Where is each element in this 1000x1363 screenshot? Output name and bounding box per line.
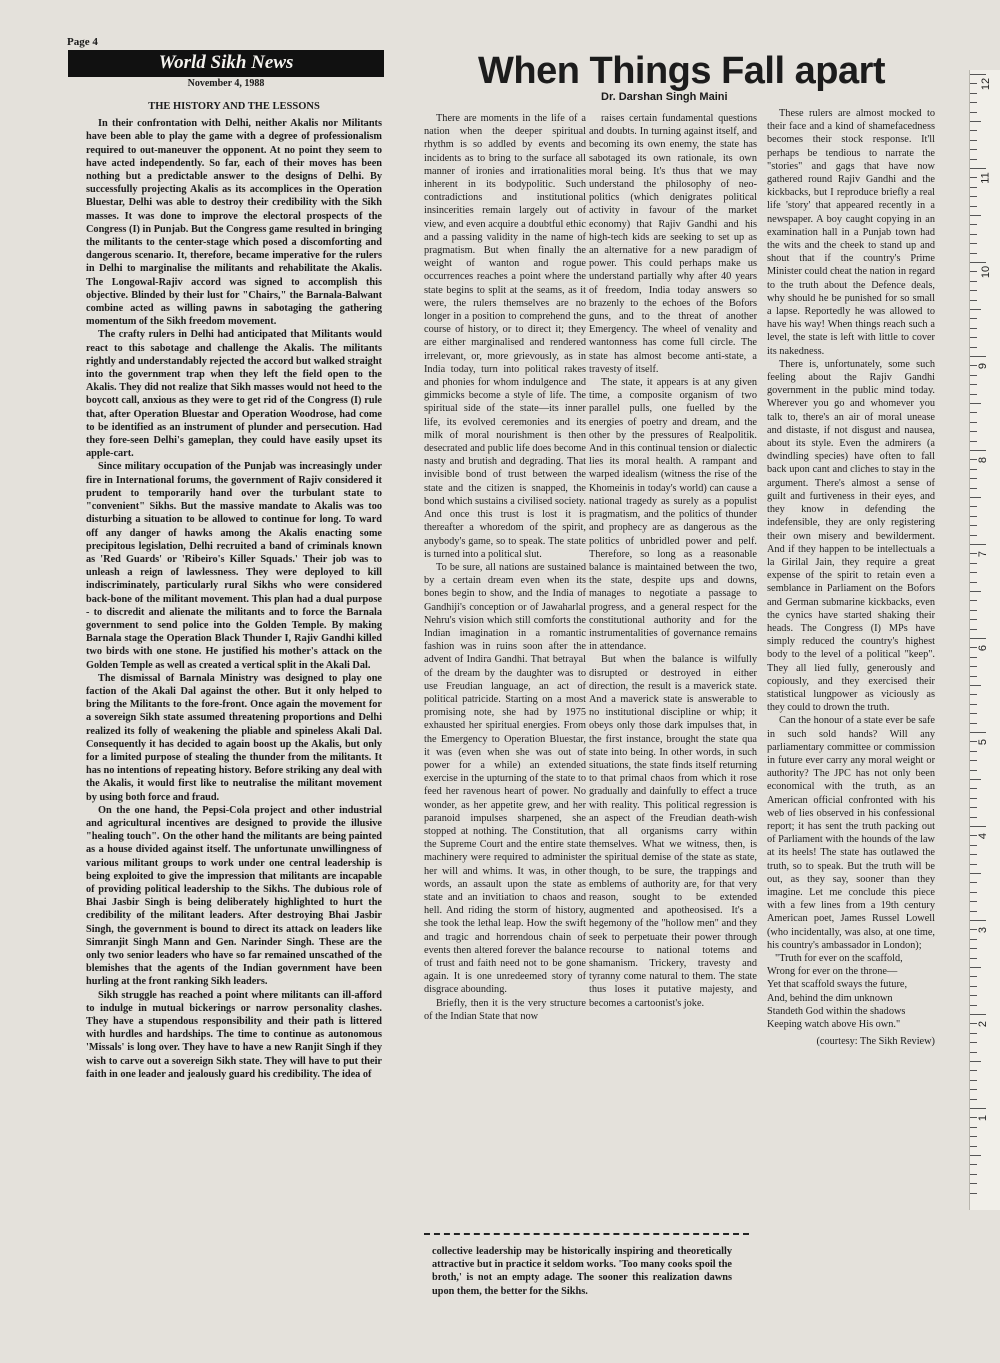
ruler-tick bbox=[970, 365, 977, 366]
ruler-tick bbox=[970, 760, 977, 761]
ruler-tick bbox=[970, 1174, 977, 1175]
ruler-tick bbox=[970, 394, 977, 395]
history-paragraph: The dismissal of Barnala Ministry was designed to play one faction of the Akali Dal against the other. But it only helped to bring the Militants to the fore-front. Once again the movement for a sovereign Sikh state assumed threatening proportions and Delhi realized its folly of weakening the pliable and spineless Akali Dal. Consequently it has decided to again boost up the Akalis, but only for a limited purpose of stealing the thunder from the militants. It has no intentions of repeating history. Before striking any deal with the Akalis, it would first like to neutralise the militant movement by using both force and fraud. bbox=[86, 672, 382, 803]
ruler-number: 10 bbox=[980, 265, 993, 279]
ruler-tick bbox=[970, 1052, 977, 1053]
ruler-tick bbox=[970, 723, 977, 724]
ruler-number: 8 bbox=[977, 456, 990, 464]
ruler-tick bbox=[970, 431, 977, 432]
ruler-tick bbox=[970, 1164, 977, 1165]
ruler-tick bbox=[970, 600, 977, 601]
ruler-tick bbox=[970, 1070, 977, 1071]
ruler-tick bbox=[970, 347, 977, 348]
ruler-tick bbox=[970, 826, 986, 827]
ruler-tick bbox=[970, 1136, 977, 1137]
ruler-tick bbox=[970, 948, 977, 949]
ruler-tick bbox=[970, 939, 977, 940]
ruler-tick bbox=[970, 159, 977, 160]
ruler-tick bbox=[970, 234, 977, 235]
ruler-tick bbox=[970, 732, 986, 733]
ruler-tick bbox=[970, 920, 986, 921]
ruler-tick bbox=[970, 206, 977, 207]
ruler-number: 11 bbox=[979, 172, 992, 184]
essay-paragraph: These rulers are almost mocked to their face and a kind of shamefacedness becomes their stock response. It'll perhaps be tendious to narrate the "stories" and gags that have now gathered round Rajiv Gandhi and the kickbacks, but I reproduce briefly a real life 'story' that appeared recently in a newspaper. A boy caught copying in an examination hall in a Punjab town had the wits and the cheek to stand up and shout that if the country's Prime Minister could cheat the nation in regard to the truth about the Defence deals, why should he be punished for so small a lapse. Reportedly he was allowed to have his way! When things reach such a level, the state is left with little to cover its nakedness. bbox=[767, 108, 935, 357]
ruler-tick bbox=[970, 657, 977, 658]
ruler-tick bbox=[970, 224, 977, 225]
ruler-tick bbox=[970, 845, 977, 846]
ruler-number: 2 bbox=[977, 1020, 990, 1028]
history-closing: collective leadership may be historically inspiring and theoretically attractive but in practice it seldom works. 'Too many cooks spoil the broth,' is not an empty adage. The sooner this realization dawns upon them, the better for the Sikhs. bbox=[432, 1246, 732, 1297]
history-paragraph: The crafty rulers in Delhi had anticipated that Militants would react to this sabotage and challenge the Akalis. The militants rightly and understandably rejected the accord but walked straight into the government trap when they left the field open to the Akalis. They did not realize that Sikh masses would not heed to the boycott call, anxious as they were to get rid of the Congress (I) rule that, after Operation Bluestar and Operation Woodrose, had come to be identified as an instrument of plunder and persecution. Had they fore-seen Delhi's gameplan, they could have easily upset its apple-cart. bbox=[86, 329, 382, 460]
ruler-tick bbox=[970, 478, 977, 479]
ruler-tick bbox=[970, 685, 981, 686]
poem-line: Wrong for ever on the throne— bbox=[767, 966, 898, 978]
poem-quote bbox=[767, 952, 935, 1031]
ruler-tick bbox=[970, 384, 977, 385]
ruler-tick bbox=[970, 591, 981, 592]
essay-paragraph: Briefly, then it is the very structure of the Indian State that now bbox=[424, 997, 586, 1022]
ruler-tick bbox=[970, 1117, 977, 1118]
ruler-tick bbox=[970, 911, 977, 912]
ruler-tick bbox=[970, 1108, 986, 1109]
ruler-tick bbox=[970, 318, 977, 319]
essay-paragraph: But when the balance is wilfully disrupted or destroyed in either direction, the result is a maverick state. And a maverick state is answerable to no institutional discipline or whip; it obeys only those dark impulses that, in the first instance, brought the state qua state into being. In other words, in such situations, the state finds itself returning to that primal chaos from which it rose gradually and dainfully to effect a truce with reality. This political regression is an aspect of the Freudian death-wish that all organisms carry within themselves. What we witness, then, is the spiritual demise of the state as state, though, to be sure, the trappings and emblems of authority are, for that very reason, sought to be extended augmented and apotheosised. It's a hegemony of the "hollow men" and they seek to perpetuate their power through recourse to national totems and shamanism. Trickery, travesty and tyranny come natural to them. The state thus loses it putative majesty, and becomes a cartoonist's joke. bbox=[589, 654, 757, 1009]
ruler-tick bbox=[970, 441, 977, 442]
ruler-tick bbox=[970, 901, 977, 902]
ruler-tick bbox=[970, 638, 986, 639]
ruler bbox=[969, 70, 1000, 1210]
ruler-tick bbox=[970, 469, 977, 470]
ruler-tick bbox=[970, 619, 977, 620]
ruler-tick bbox=[970, 572, 977, 573]
ruler-tick bbox=[970, 74, 986, 75]
ruler-tick bbox=[970, 629, 977, 630]
ruler-tick bbox=[970, 102, 977, 103]
ruler-tick bbox=[970, 854, 977, 855]
ruler-tick bbox=[970, 1099, 977, 1100]
ruler-tick bbox=[970, 958, 977, 959]
ruler-tick bbox=[970, 309, 981, 310]
ruler-tick bbox=[970, 582, 977, 583]
ruler-tick bbox=[970, 112, 977, 113]
ruler-tick bbox=[970, 488, 977, 489]
ruler-tick bbox=[970, 525, 977, 526]
essay-paragraph: The state, it appears is at any given time, a composite organism of two parallel pulls, one fuelled by the energies of poetry and dream, and the other by the pressures of Realpolitik. And in this continual tension or dialectic lies its moral health. A rampant and warped idealism (witness the rise of the Khomeinis in today's world) can cause a national tragedy as surely as a populist pragmatism, and the politics of thunder and prophecy are as dangerous as the politics of unbridled power and pelf. Therefore, so long as a reasonable balance is maintained between the two, the state, despite ups and downs, manages to negotiate a passage to progress, and a general respect for the constitutional authority and for the instrumentalities of governance remains in attendance. bbox=[589, 377, 757, 653]
ruler-tick bbox=[970, 741, 977, 742]
poem-line: Standeth God within the shadows bbox=[767, 1005, 906, 1017]
ruler-number: 3 bbox=[977, 926, 990, 934]
ruler-tick bbox=[970, 516, 977, 517]
ruler-tick bbox=[970, 666, 977, 667]
ruler-tick bbox=[970, 751, 977, 752]
ruler-tick bbox=[970, 300, 977, 301]
ruler-number: 7 bbox=[977, 550, 990, 558]
ruler-number: 9 bbox=[977, 362, 990, 370]
ruler-tick bbox=[970, 93, 977, 94]
page-number: Page 4 bbox=[67, 36, 98, 48]
ruler-tick bbox=[970, 497, 981, 498]
ruler-tick bbox=[970, 506, 977, 507]
ruler-tick bbox=[970, 1146, 977, 1147]
essay-column-1 bbox=[424, 112, 586, 1226]
article-byline: Dr. Darshan Singh Maini bbox=[601, 91, 728, 103]
ruler-tick bbox=[970, 929, 977, 930]
ruler-tick bbox=[970, 1033, 977, 1034]
ruler-tick bbox=[970, 535, 977, 536]
ruler-number: 12 bbox=[980, 77, 993, 91]
ruler-tick bbox=[970, 647, 977, 648]
ruler-tick bbox=[970, 610, 977, 611]
ruler-tick bbox=[970, 281, 977, 282]
history-paragraph: In their confrontation with Delhi, neither Akalis nor Militants have been able to play the game with a degree of professionalism required to out-maneuver the opponent. At no point they seem to have acted independently. So far, each of their moves has been nothing but a predictable answer to the designs of Delhi. By successfully projecting Akalis as its accomplices in the Operation Bluestar, Delhi was able to destroy their credibility with the Sikh masses. It was done to improve the electoral prospects of the Congress (I) in Punjab. But the Congress game resulted in bringing the militants to the center-stage which posed a discomforting and dangerous scenario. It, therefore, became imperative for the rulers in Delhi to marginalise the militants and rehabilitate the Akalis. The Longowal-Rajiv accord was signed to accomplish this objective. Blinded by their lust for "Chairs," the Barnala-Balwant combine acted as willing pawns in sabotaging the gathering momentum of the Sikh freedom movement. bbox=[86, 118, 382, 328]
ruler-tick bbox=[970, 262, 986, 263]
ruler-tick bbox=[970, 459, 977, 460]
ruler-tick bbox=[970, 553, 977, 554]
history-title: THE HISTORY AND THE LESSONS bbox=[148, 101, 320, 112]
essay-paragraph: There is, unfortunately, some such feeling about the Rajiv Gandhi government in the public mind today. Wherever you go and whomever you talk to, there's an air of moral unease and distaste, if not disgust and nausea, about its style. Even the admirers (a dwindling species) have often to fall back upon cant and cliches to stay in the argument. There's almost a sense of guilt and furtiveness in their eyes, and they know in defending the indefensible, they are only registering their own misery and bewilderment. And if they happen to be intellectuals a la Girilal Jain, they require a great expense of the spirit to retain even a semblance in Parliament on the Bofors and German submarine kickbacks, even the cynics have started shaking their heads. The Congress (I) MPs have simply reduced the country's highest body to the level of a political "keep". They all lied fully, generously and copiously, and they exercised their statistical lungpower as viciously as they could to drown the truth. bbox=[767, 358, 935, 714]
masthead-title: World Sikh News bbox=[68, 50, 384, 77]
ruler-tick bbox=[970, 243, 977, 244]
ruler-tick bbox=[970, 544, 986, 545]
ruler-tick bbox=[970, 563, 977, 564]
ruler-tick bbox=[970, 290, 977, 291]
ruler-tick bbox=[970, 694, 977, 695]
ruler-tick bbox=[970, 1014, 986, 1015]
ruler-tick bbox=[970, 995, 977, 996]
essay-column-2 bbox=[589, 112, 757, 1226]
masthead-date: November 4, 1988 bbox=[187, 78, 265, 89]
ruler-tick bbox=[970, 1005, 977, 1006]
ruler-tick bbox=[970, 177, 977, 178]
ruler-tick bbox=[970, 328, 977, 329]
essay-paragraph: There are moments in the life of a nation when the deeper spiritual rhythm is so addled by events and incidents as to bring to the surface all manner of ironies and irrationalities inherent in its bodypolitic. Such contradictions and institutional insincerities remain largely out of view, and even acquire a doubtful ethic and a passing validity in the name of pragmatism. But when finally the weight of wanton and rogue occurrences reaches a point where the state begins to split at the seams, as it were, the rulers themselves are no longer in a position to comprehend the course of history, or to direct it; they are either marginalised and rendered irrelevant, or, more grievously, as in India today, turn into political rakes and phonies for whom indulgence and gimmicks become a style of life. The spiritual side of the state—its inner life, its evolved ceremonies and its milk of moral nourishment is then desecrated and public life does become nasty and brutish and degrading. That invisible bond of trust between the state and the citizen is snapped, the bond which sustains a civilised society. And once this trust is lost it is thereafter a whoredom of the spirit, anybody's game, so to speak. The state is turned into a political slut. bbox=[424, 113, 586, 560]
ruler-tick bbox=[970, 187, 977, 188]
ruler-tick bbox=[970, 713, 977, 714]
ruler-tick bbox=[970, 986, 977, 987]
essay-paragraph: Can the honour of a state ever be safe in such sold hands? Will any parliamentary committee or commission in future ever carry any moral weight or authority? The JPC has not only been economical with the truth, as an American official confronted with his web of lies observed in his confessional report; it has sent the truth packing out of Parliament with the hounds of the law at its heels! The state has outlawed the truth, so to speak. But the truth will be out, as they say, sooner than they imagine. Let me conclude this piece with a few lines from a 19th century American poet, James Russel Lowell (who incidentally, was also, at one time, his country's ambassador in London); bbox=[767, 715, 935, 951]
ruler-tick bbox=[970, 215, 981, 216]
ruler-tick bbox=[970, 807, 977, 808]
masthead bbox=[68, 50, 384, 89]
ruler-tick bbox=[970, 892, 977, 893]
ruler-tick bbox=[970, 798, 977, 799]
ruler-tick bbox=[970, 835, 977, 836]
ruler-tick bbox=[970, 882, 977, 883]
history-column bbox=[86, 100, 382, 1312]
ruler-tick bbox=[970, 1155, 981, 1156]
ruler-tick bbox=[970, 976, 977, 977]
ruler-tick bbox=[970, 450, 986, 451]
ruler-tick bbox=[970, 356, 986, 357]
history-paragraph: Sikh struggle has reached a point where militants can ill-afford to indulge in mutual bickerings or narrow personality clashes. They have a stupendous responsibility and their path is littered with hurdles and hardships. The time to continue as autonomous 'Missals' is long over. They have to have a new Ranjit Singh if they wish to carve out a sovereign Sikh state. They will have to put their faith in one leader and jealously guard his credibility. The idea of bbox=[86, 989, 382, 1080]
ruler-tick bbox=[970, 412, 977, 413]
poem-line: "Truth for ever on the scaffold, bbox=[775, 953, 903, 964]
ruler-tick bbox=[970, 873, 981, 874]
ruler-tick bbox=[970, 1193, 977, 1194]
history-paragraph: On the one hand, the Pepsi-Cola project and other industrial and agricultural incentives are designed to provide the illusive "healing touch". On the other hand the militants are being painted as a house divided against itself. The unfortunate unwillingness of various militant groups to work under one central leadership is being exploited to give the impression that militants are incapable of providing political leadership to the Sikhs. The dubious role of Bhai Jasbir Singh is being deliberately highlighted to hurt the credibility of the militant leaders. After destroying Bhai Jasbir Singh, the government is bound to direct its attack on leaders like Simranjit Singh Mann and Gen. Narinder Singh. These are the only two senior leaders who have so far remained unscathed of the blemishes that the agents of the Indian government have been hurling at the front ranking Sikh leaders. bbox=[86, 804, 382, 988]
essay-paragraph: raises certain fundamental questions and doubts. In turning against itself, and becoming its own enemy, the state has sabotaged its own rationale, its own moral being. It's thus that we may understand the philosophy of neo-politics (which denigrates political activity in favour of the market economy) that Rajiv Gandhi and his high-tech kids are seeking to set up as an alternative for a new paradigm of power. This could perhaps make us understand partially why after 40 years of freedom, India today answers so brazenly to the echoes of the Bofors guns, and to the threat of another Emergency. The wheel of venality and wantonness has come full circle. The state has almost become anti-state, a travesty of itself. bbox=[589, 113, 757, 375]
poem-line: Keeping watch above His own." bbox=[767, 1019, 901, 1031]
ruler-tick bbox=[970, 1023, 977, 1024]
ruler-tick bbox=[970, 149, 977, 150]
ruler-tick bbox=[970, 422, 977, 423]
ruler-tick bbox=[970, 140, 977, 141]
essay-column-3 bbox=[767, 107, 935, 1325]
ruler-tick bbox=[970, 779, 981, 780]
ruler-tick bbox=[970, 817, 977, 818]
ruler-tick bbox=[970, 967, 981, 968]
ruler-tick bbox=[970, 864, 977, 865]
ruler-tick bbox=[970, 83, 977, 84]
ruler-tick bbox=[970, 130, 977, 131]
ruler-tick bbox=[970, 375, 977, 376]
ruler-number: 4 bbox=[977, 832, 990, 840]
ruler-tick bbox=[970, 196, 977, 197]
ruler-tick bbox=[970, 1183, 977, 1184]
ruler-tick bbox=[970, 1080, 977, 1081]
ruler-tick bbox=[970, 770, 977, 771]
ruler-tick bbox=[970, 121, 981, 122]
history-paragraph: Since military occupation of the Punjab was increasingly under fire in International forums, the government of Rajiv considered it prudent to temporarily hand over the turbulant state to "convenient" Sikhs. But the massive mandate to Akalis was too disturbing a situation to be allowed to continue for long. To ward off any danger of hawks among the Akalis enacting some precipitous legislation, Delhi recruited a band of criminals known as 'Red Guards' or 'Ribeiro's Killer Squads.' Their job was to unleash a reign of lawlessness. They were deployed to kill indiscriminately, particularly rural Sikhs who were considered back-bone of the militant movement. This plan had a dual purpose - to discredit and alienate the militants and to force the Barnala government to send police into the Golden Temple. By making Barnala stage the Operation Black Thunder I, Rajiv Gandhi killed two birds with one stone. He justified his mother's attack on the Golden Temple as well as created a vertical split in the Akali Dal. bbox=[86, 461, 382, 671]
ruler-tick bbox=[970, 337, 977, 338]
article-headline: When Things Fall apart bbox=[478, 50, 886, 92]
ruler-tick bbox=[970, 253, 977, 254]
essay-paragraph: To be sure, all nations are sustained by a certain dream even when its bones begin to show, and the India of Gandhiji's conception or of Jawaharlal Nehru's vision which still comforts the Indian imagination in a romantic fashion was in ruins soon after the advent of Indira Gandhi. That betrayal of the dream by the daughter was to use Freudian language, an act of political patricide. Starting on a most promising note, she had by 1975 exhausted her spiritual energies. From the Emergency to Operation Bluestar, it was (even when she was out of power for a while) an extended exercise in the upturning of the state to feed her ravenous heart of power. No wonder, as her appetite grew, and her paranoid impulses sharpened, she stopped at nothing. The Constitution, the Supreme Court and the entire state machinery were required to administer her will and whims. It was, in other words, an assault upon the state as state and an invitiation to chaos and hell. And riding the storm of history, she took the lethal leap. How the swift and tragic and horrendous chain of events then altered forever the balance of trust and faith need not to be gone again. It is one unredeemed story of disgrace abounding. bbox=[424, 561, 586, 996]
ruler-tick bbox=[970, 168, 986, 169]
ruler-tick bbox=[970, 704, 977, 705]
ruler-tick bbox=[970, 403, 981, 404]
poem-line: Yet that scaffold sways the future, bbox=[767, 979, 908, 991]
poem-line: And, behind the dim unknown bbox=[767, 992, 893, 1004]
ruler-number: 5 bbox=[977, 738, 990, 746]
ruler-tick bbox=[970, 1042, 977, 1043]
ruler-tick bbox=[970, 676, 977, 677]
ruler-tick bbox=[970, 1089, 977, 1090]
ruler-tick bbox=[970, 1127, 977, 1128]
ruler-tick bbox=[970, 788, 977, 789]
ruler-tick bbox=[970, 1061, 981, 1062]
ruler-number: 6 bbox=[977, 644, 990, 652]
courtesy-note: (courtesy: The Sikh Review) bbox=[816, 1036, 935, 1048]
ruler-number: 1 bbox=[977, 1114, 990, 1122]
ruler-tick bbox=[970, 271, 977, 272]
section-divider bbox=[424, 1233, 749, 1235]
